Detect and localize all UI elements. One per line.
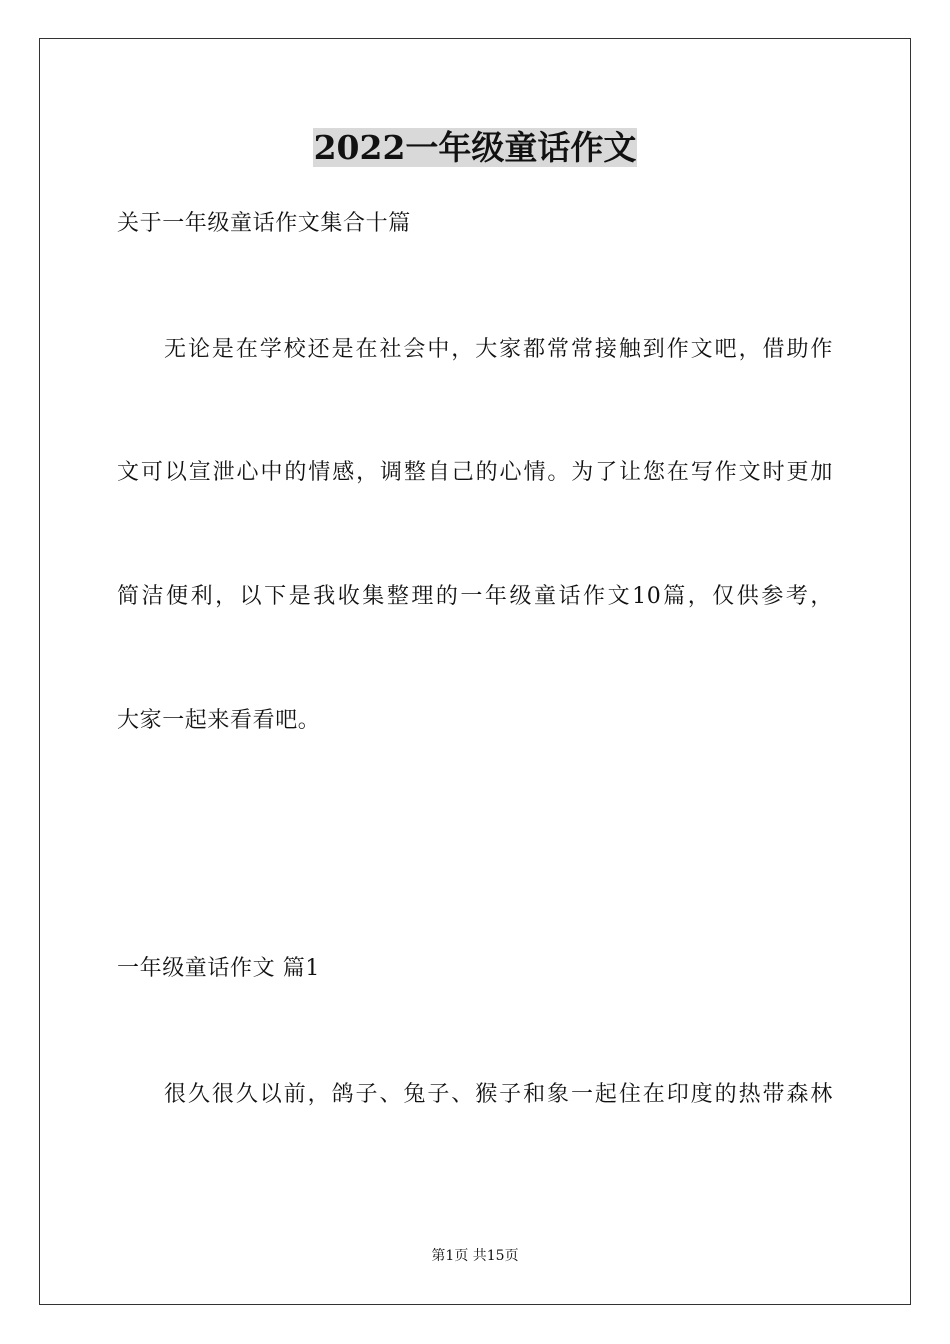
intro-paragraph-line-1: 无论是在学校还是在社会中，大家都常常接触到作文吧，借助作 [164, 337, 833, 362]
page-footer: 第1页 共15页 [431, 1248, 519, 1264]
intro-paragraph-line-2: 文可以宣泄心中的情感，调整自己的心情。为了让您在写作文时更加 [117, 460, 833, 485]
document-title-text: 2022一年级童话作文 [313, 128, 637, 167]
intro-paragraph-line-3: 简洁便利，以下是我收集整理的一年级童话作文10篇，仅供参考， [117, 584, 833, 609]
section-paragraph-line-1: 很久很久以前，鸽子、兔子、猴子和象一起住在印度的热带森林 [164, 1082, 833, 1107]
subtitle: 关于一年级童话作文集合十篇 [117, 211, 411, 236]
document-title [0, 126, 950, 170]
section-heading: 一年级童话作文 篇1 [117, 956, 320, 981]
intro-paragraph-line-4: 大家一起来看看吧。 [117, 708, 321, 733]
